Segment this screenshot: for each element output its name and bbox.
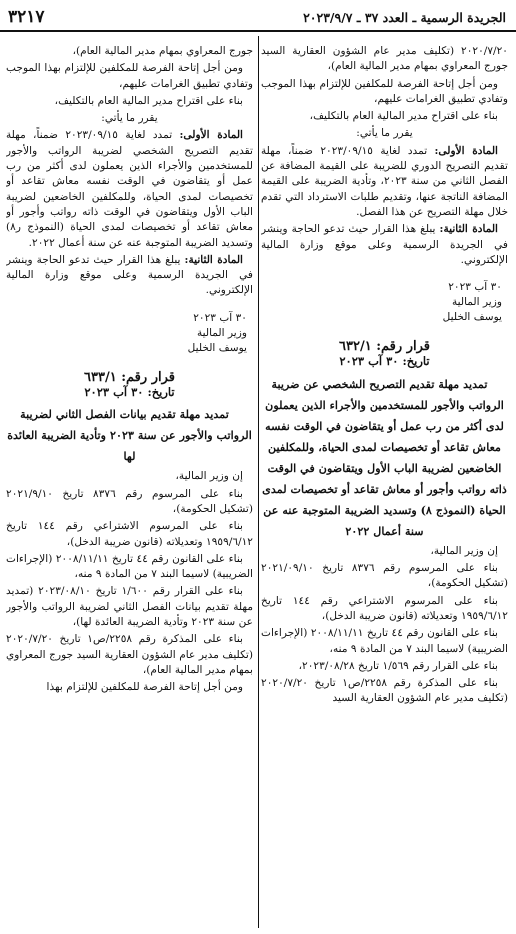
sign-date: ٣٠ آب ٢٠٢٣	[448, 281, 502, 294]
paragraph: بناء على اقتراح مدير المالية العام بالتكليف،	[54, 94, 243, 107]
sign-role: وزير المالية	[451, 296, 502, 309]
column-divider	[258, 36, 259, 928]
article-label: المادة الثانية:	[184, 253, 244, 266]
sign-name: يوسف الخليل	[442, 311, 502, 324]
decision-number: قرار رقم: ٦٣٣/١	[84, 369, 175, 385]
article-label: المادة الأولى:	[179, 129, 243, 142]
paragraph: ومن أجل إتاحة الفرصة للمكلفين للإلتزام بهذا الموجب وتفادي تطبيق الغرامات عليهم،	[6, 62, 253, 90]
paragraph: ومن أجل إتاحة الفرصة للمكلفين للإلتزام بهذا الموجب وتفادي تطبيق الغرامات عليهم،	[261, 77, 508, 105]
decision-heading	[6, 370, 253, 401]
paragraph: بناء على المرسوم رقم ٨٣٧٦ تاريخ ٢٠٢١/٩/١٠ (تشكيل الحكومة)،	[6, 487, 253, 515]
paragraph: إن وزير المالية،	[175, 470, 243, 483]
article-1	[6, 128, 253, 250]
article-text: يبلغ هذا القرار حيث تدعو الحاجة وينشر في الجريدة الرسمية وعلى موقع وزارة المالية الإلكتروني.	[6, 253, 253, 297]
paragraph: جورج المعراوي بمهام مدير المالية العام)،	[72, 45, 253, 57]
decides-line: يقرر ما يأتي:	[356, 127, 413, 140]
decision-date: تاريخ: ٣٠ آب ٢٠٢٣	[84, 385, 175, 400]
article-label: المادة الثانية:	[439, 223, 499, 236]
paragraph: ٢٠٢٠/٧/٢٠ (تكليف مدير عام الشؤون العقارية السيد جورج المعراوي بمهام مدير المالية العام)،	[261, 45, 508, 73]
paragraph: بناء على المذكرة رقم ٢٢٥٨/ص١ تاريخ ٢٠٢٠/٧/٢٠ (تكليف مدير عام الشؤون العقارية السيد	[261, 677, 508, 705]
paragraph: إن وزير المالية،	[430, 544, 498, 557]
left-column	[6, 44, 253, 928]
paragraph: بناء على المذكرة رقم ٢٢٥٨/ص١ تاريخ ٢٠٢٠/٧/٢٠ (تكليف مدير عام الشؤون العقارية السيد جورج المعراوي بمهام مدير المالية العام)،	[6, 633, 253, 676]
paragraph: بناء على القانون رقم ٤٤ تاريخ ٢٠٠٨/١١/١١ (الإجراءات الضريبية) لاسيما البند ٧ من المادة ٩ منه،	[6, 552, 253, 581]
right-column	[261, 44, 508, 928]
decision-date: تاريخ: ٣٠ آب ٢٠٢٣	[339, 354, 430, 369]
paragraph: بناء على القانون رقم ٤٤ تاريخ ٢٠٠٨/١١/١١ (الإجراءات الضريبية) لاسيما البند ٧ من المادة ٩ منه،	[261, 627, 508, 655]
paragraph: ومن أجل إتاحة الفرصة للمكلفين للإلتزام بهذا	[46, 681, 243, 694]
sign-date: ٣٠ آب ٢٠٢٣	[193, 311, 247, 324]
decision-number: قرار رقم: ٦٣٢/١	[339, 339, 430, 355]
article-label: المادة الأولى:	[434, 144, 498, 157]
sign-name: يوسف الخليل	[187, 341, 247, 354]
decides-line: يقرر ما يأتي:	[101, 112, 158, 125]
page-header	[0, 4, 516, 32]
article-text: يبلغ هذا القرار حيث تدعو الحاجة وينشر في الجريدة الرسمية وعلى موقع وزارة المالية الإلكتروني.	[261, 223, 508, 266]
decision-title: تمديد مهلة تقديم التصريح الشخصي عن ضريبة الرواتب والأجور للمستخدمين والأجراء الذين يعملون لدى أكثر من رب عمل أو يتقاضون في الوقت نفسه معاش تقاعد أو تخصيصات لمدى الحياة، وللمكلفين الخاضعين لضريبة الباب الأول ويتقاضون في الوقت ذاته رواتب وأجور أو معاش تقاعد أو تخصيصات لمدى الحياة (النموذج ٨) وتسديد الضريبة المتوجبة عنه عن سنة أعمال ٢٠٢٢	[262, 376, 507, 538]
article-2	[261, 222, 508, 268]
paragraph: بناء على القرار رقم ١/٦٠٠ تاريخ ٢٠٢٣/٠٨/١٠ (تمديد مهلة تقديم بيانات الفصل الثاني لضريبة الرواتب والأجور عن سنة ٢٠٢٣ وتأدية الضريبة العائدة لها)،	[6, 585, 253, 629]
article-text: تمدد لغاية ٢٠٢٣/٠٩/١٥ ضمناً، مهلة تقديم التصريح الدوري للضريبة على القيمة المضافة عن الفصل الثاني من سنة ٢٠٢٣، وتأدية الضريبة على القيمة المضافة الناتجة عنها، وتقديم طلبات الاسترداد التي تقدم خلال مهلة التصريح عن هذا الفصل.	[261, 144, 508, 218]
paragraph: بناء على المرسوم الاشتراعي رقم ١٤٤ تاريخ ١٩٥٩/٦/١٢ وتعديلاته (قانون ضريبة الدخل)،	[261, 594, 508, 622]
paragraph: بناء على المرسوم رقم ٨٣٧٦ تاريخ ٢٠٢١/٠٩/١٠ (تشكيل الحكومة)،	[261, 562, 508, 590]
decision-title: تمديد مهلة تقديم بيانات الفصل الثاني لضريبة الرواتب والأجور عن سنة ٢٠٢٣ وتأدية الضريبة العائدة لها	[7, 407, 252, 464]
gazette-issue-title: الجريدة الرسمية ـ العدد ٣٧ ـ ٢٠٢٣/٩/٧	[303, 9, 506, 25]
page-number: ٣٢١٧	[8, 7, 45, 27]
article-text: تمدد لغاية ٢٠٢٣/٠٩/١٥ ضمناً، مهلة تقديم التصريح الشخصي لضريبة الرواتب والأجور للمستخدمين والأجراء الذين يعملون لدى أكثر من رب عمل أو يتقاضون في الوقت نفسه معاش تقاعد أو تخصيصات لمدى الحياة، وللمكلفين الخاضعين لضريبة الباب الأول ويتقاضون في الوقت ذاته رواتب وأجور أو معاش تقاعد أو تخصيصات لمدى الحياة (النموذج ر٨) وتسديد الضريبة المتوجبة عنه عن سنة أعمال ٢٠٢٢.	[6, 129, 253, 249]
article-2	[6, 253, 253, 299]
paragraph: بناء على المرسوم الاشتراعي رقم ١٤٤ تاريخ ١٩٥٩/٦/١٢ وتعديلاته (قانون ضريبة الدخل)،	[6, 520, 253, 548]
article-1	[261, 144, 508, 220]
decision-heading	[261, 339, 508, 370]
sign-role: وزير المالية	[196, 326, 247, 339]
paragraph: بناء على القرار رقم ١/٥٦٩ تاريخ ٢٠٢٣/٠٨/٢٨،	[298, 659, 498, 672]
paragraph: بناء على اقتراح مدير المالية العام بالتكليف،	[309, 110, 498, 123]
